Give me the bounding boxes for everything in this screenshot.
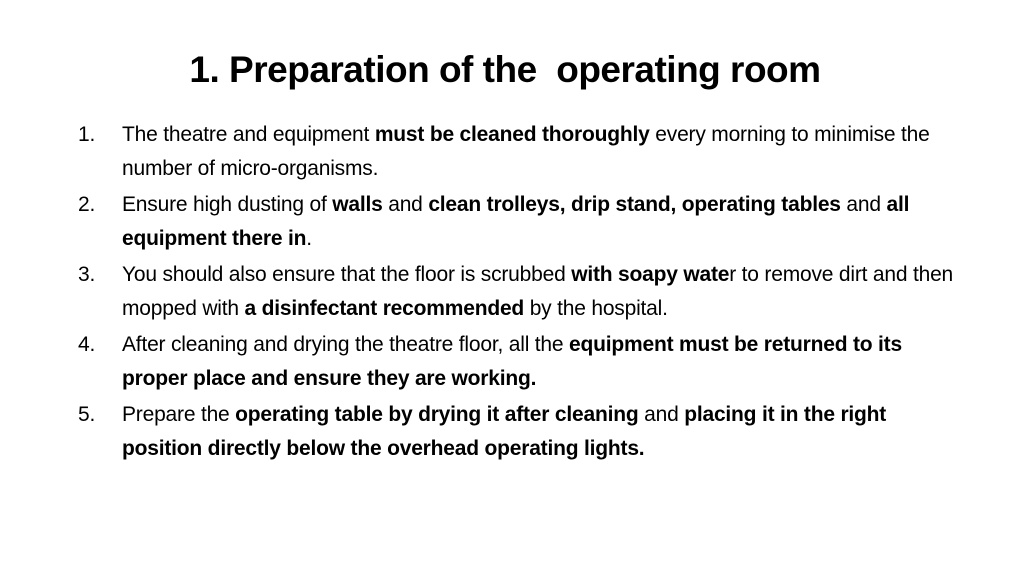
text-segment: by the hospital.: [524, 297, 668, 320]
bold-text-segment: with soapy wate: [571, 263, 730, 286]
bold-text-segment: all equipment there in: [122, 193, 910, 250]
text-segment: every morning to minimise the number of micro-organisms.: [122, 123, 930, 180]
list-item: [78, 118, 958, 186]
list-item-text: [122, 403, 886, 460]
text-segment: After cleaning and drying the theatre floor, all the: [122, 333, 570, 356]
list-item: [78, 328, 958, 396]
list-item-number: 5.: [78, 403, 96, 426]
text-segment: .: [306, 227, 312, 250]
text-segment: and: [382, 193, 429, 216]
text-segment: and: [638, 403, 685, 426]
text-segment: The theatre and equipment: [122, 123, 375, 146]
list-item-number: 2.: [78, 193, 96, 216]
list-item: [78, 258, 958, 326]
text-segment: Ensure high dusting of: [122, 193, 333, 216]
list-item: [78, 398, 958, 466]
text-segment: You should also ensure that the floor is scrubbed: [122, 263, 572, 286]
bold-text-segment: a disinfectant recommended: [244, 297, 525, 320]
list-item-text: [122, 193, 909, 250]
list-item-number: 1.: [78, 123, 96, 146]
bold-text-segment: walls: [332, 193, 383, 216]
text-segment: r to remove dirt and then mopped with: [122, 263, 954, 320]
list-item-text: [122, 333, 902, 390]
text-segment: Prepare the: [122, 403, 236, 426]
bold-text-segment: operating table by drying it after cleaning: [235, 403, 639, 426]
list-item: [78, 188, 958, 256]
slide-title: 1. Preparation of the operating room: [189, 49, 821, 90]
bold-text-segment: placing it in the right position directly below the overhead operating lights.: [122, 403, 887, 460]
list-item-number: 3.: [78, 263, 96, 286]
bold-text-segment: equipment must be returned to its proper place and ensure they are working.: [122, 333, 902, 390]
list-item-text: [122, 263, 953, 320]
list-item-number: 4.: [78, 333, 96, 356]
list-item-text: [122, 123, 930, 180]
text-segment: and: [840, 193, 887, 216]
bold-text-segment: clean trolleys, drip stand, operating tables: [428, 193, 841, 216]
numbered-list: [78, 118, 958, 468]
bold-text-segment: must be cleaned thoroughly: [374, 123, 650, 146]
